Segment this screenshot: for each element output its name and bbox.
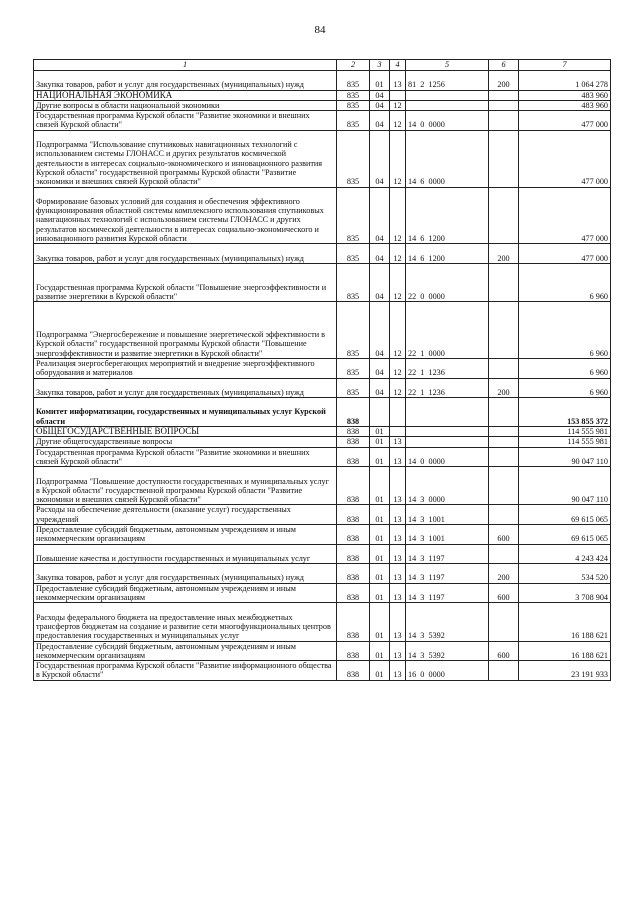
expense-name-cell: Комитет информатизации, государственных и муниципальных услуг Курской области <box>34 398 337 427</box>
table-row <box>34 505 611 525</box>
ministry-code-cell: 838 <box>337 505 370 525</box>
expense-name-cell: Закупка товаров, работ и услуг для государственных (муниципальных) нужд <box>34 71 337 91</box>
subsection-code-cell: 13 <box>390 71 406 91</box>
target-article-cell: 22 1 1236 <box>406 358 489 378</box>
section-code-cell: 04 <box>370 130 390 187</box>
expense-name-cell: Закупка товаров, работ и услуг для государственных (муниципальных) нужд <box>34 244 337 264</box>
expense-type-cell: 200 <box>489 71 519 91</box>
ministry-code-cell: 838 <box>337 583 370 603</box>
expense-type-cell: 600 <box>489 583 519 603</box>
target-article-cell <box>406 100 489 110</box>
ministry-code-cell: 838 <box>337 544 370 564</box>
ministry-code-cell: 835 <box>337 130 370 187</box>
subsection-code-cell: 12 <box>390 130 406 187</box>
section-code-cell: 01 <box>370 427 390 437</box>
expense-name-cell: Расходы федерального бюджета на предоставление иных межбюджетных трансфертов бюджетам на создание и развитие сети многофункциональных центров предоставления государственных и муниципальных услуг <box>34 603 337 641</box>
ministry-code-cell: 838 <box>337 661 370 681</box>
amount-cell: 90 047 110 <box>519 447 611 467</box>
table-row <box>34 100 611 110</box>
ministry-code-cell: 835 <box>337 90 370 100</box>
table-row <box>34 583 611 603</box>
section-code-cell: 01 <box>370 447 390 467</box>
target-article-cell: 14 3 1197 <box>406 564 489 584</box>
ministry-code-cell: 838 <box>337 437 370 447</box>
expense-name-cell: Государственная программа Курской области "Развитие экономики и внешних связей Курской области" <box>34 111 337 131</box>
table-row <box>34 378 611 398</box>
ministry-code-cell: 838 <box>337 447 370 467</box>
subsection-code-cell <box>390 427 406 437</box>
target-article-cell: 14 3 0000 <box>406 467 489 505</box>
ministry-code-cell: 838 <box>337 467 370 505</box>
amount-cell: 483 960 <box>519 90 611 100</box>
section-code-cell: 01 <box>370 641 390 661</box>
ministry-code-cell: 835 <box>337 378 370 398</box>
expense-type-cell <box>489 302 519 359</box>
expense-name-cell: Формирование базовых условий для создания и обеспечения эффективного функционирования областной системы комплексного использования спутниковых навигационных технологий с использованием системы ГЛОНАСС и других результатов космической деятельности в интересах социально-экономического и инновационного развития Курской области <box>34 187 337 244</box>
table-row <box>34 447 611 467</box>
target-article-cell: 14 6 1200 <box>406 244 489 264</box>
section-code-cell: 01 <box>370 564 390 584</box>
section-code-cell: 01 <box>370 505 390 525</box>
ministry-code-cell: 835 <box>337 302 370 359</box>
expense-name-cell: Подпрограмма "Повышение доступности государственных и муниципальных услуг в Курской области" государственной программы Курской области "Развитие экономики и внешних связей Курской области" <box>34 467 337 505</box>
expense-name-cell: Повышение качества и доступности государственных и муниципальных услуг <box>34 544 337 564</box>
table-row <box>34 427 611 437</box>
target-article-cell: 14 0 0000 <box>406 111 489 131</box>
target-article-cell: 22 1 0000 <box>406 302 489 359</box>
target-article-cell: 81 2 1256 <box>406 71 489 91</box>
table-body <box>34 71 611 681</box>
expense-type-cell <box>489 505 519 525</box>
ministry-code-cell: 835 <box>337 358 370 378</box>
subsection-code-cell: 13 <box>390 437 406 447</box>
section-code-cell: 01 <box>370 71 390 91</box>
subsection-code-cell: 13 <box>390 544 406 564</box>
table-row <box>34 244 611 264</box>
table-row <box>34 111 611 131</box>
expense-type-cell <box>489 100 519 110</box>
subsection-code-cell <box>390 398 406 427</box>
ministry-code-cell: 835 <box>337 71 370 91</box>
expense-type-cell: 200 <box>489 378 519 398</box>
ministry-code-cell: 835 <box>337 111 370 131</box>
budget-table <box>33 59 611 681</box>
ministry-code-cell: 838 <box>337 427 370 437</box>
section-code-cell <box>370 398 390 427</box>
page-number: 84 <box>314 24 326 36</box>
expense-name-cell: Государственная программа Курской области "Развитие информационного общества в Курской области" <box>34 661 337 681</box>
section-code-cell: 04 <box>370 302 390 359</box>
subsection-code-cell: 13 <box>390 661 406 681</box>
expense-name-cell: Подпрограмма "Использование спутниковых навигационных технологий с использованием системы ГЛОНАСС и других результатов космической деятельности в интересах социально-экономического и инновационного развития Курской области" государственной программы Курской области "Развитие экономики и внешних связей Курской области" <box>34 130 337 187</box>
section-code-cell: 04 <box>370 90 390 100</box>
subsection-code-cell: 12 <box>390 302 406 359</box>
amount-cell: 69 615 065 <box>519 525 611 545</box>
ministry-code-cell: 838 <box>337 564 370 584</box>
subsection-code-cell: 13 <box>390 641 406 661</box>
expense-type-cell <box>489 398 519 427</box>
target-article-cell: 14 3 1197 <box>406 583 489 603</box>
subsection-code-cell: 13 <box>390 467 406 505</box>
section-code-cell: 04 <box>370 378 390 398</box>
amount-cell: 16 188 621 <box>519 603 611 641</box>
target-article-cell: 14 3 1001 <box>406 505 489 525</box>
subsection-code-cell: 13 <box>390 583 406 603</box>
subsection-code-cell: 12 <box>390 244 406 264</box>
subsection-code-cell: 13 <box>390 447 406 467</box>
expense-name-cell: Реализация энергосберегающих мероприятий и внедрение энергоэффективного оборудования и материалов <box>34 358 337 378</box>
table-row <box>34 71 611 91</box>
target-article-cell: 22 1 1236 <box>406 378 489 398</box>
ministry-code-cell: 838 <box>337 603 370 641</box>
expense-type-cell <box>489 427 519 437</box>
ministry-code-cell: 835 <box>337 100 370 110</box>
ministry-code-cell: 835 <box>337 187 370 244</box>
section-code-cell: 04 <box>370 187 390 244</box>
section-code-cell: 04 <box>370 358 390 378</box>
ministry-code-cell: 838 <box>337 398 370 427</box>
expense-type-cell: 200 <box>489 244 519 264</box>
expense-type-cell: 200 <box>489 564 519 584</box>
amount-cell: 4 243 424 <box>519 544 611 564</box>
expense-name-cell: Государственная программа Курской области "Развитие экономики и внешних связей Курской области" <box>34 447 337 467</box>
ministry-code-cell: 835 <box>337 263 370 301</box>
table-row <box>34 302 611 359</box>
table-row <box>34 525 611 545</box>
subsection-code-cell: 12 <box>390 100 406 110</box>
section-code-cell: 04 <box>370 263 390 301</box>
ministry-code-cell: 838 <box>337 525 370 545</box>
target-article-cell: 14 3 5392 <box>406 641 489 661</box>
table-row <box>34 263 611 301</box>
expense-type-cell <box>489 603 519 641</box>
expense-type-cell <box>489 90 519 100</box>
expense-name-cell: Другие вопросы в области национальной экономики <box>34 100 337 110</box>
section-code-cell: 01 <box>370 661 390 681</box>
column-header: 5 <box>406 60 489 71</box>
table-row <box>34 661 611 681</box>
column-header: 6 <box>489 60 519 71</box>
expense-type-cell <box>489 130 519 187</box>
expense-type-cell: 600 <box>489 641 519 661</box>
amount-cell: 483 960 <box>519 100 611 110</box>
table-row <box>34 130 611 187</box>
section-code-cell: 01 <box>370 525 390 545</box>
section-code-cell: 01 <box>370 467 390 505</box>
amount-cell: 477 000 <box>519 187 611 244</box>
table-row <box>34 437 611 447</box>
amount-cell: 16 188 621 <box>519 641 611 661</box>
subsection-code-cell: 12 <box>390 378 406 398</box>
amount-cell: 23 191 933 <box>519 661 611 681</box>
expense-type-cell <box>489 358 519 378</box>
expense-name-cell: Государственная программа Курской области "Повышение энергоэффективности и развитие энергетики в Курской области" <box>34 263 337 301</box>
table-row <box>34 358 611 378</box>
expense-name-cell: Предоставление субсидий бюджетным, автономным учреждениям и иным некоммерческим организациям <box>34 583 337 603</box>
subsection-code-cell <box>390 90 406 100</box>
target-article-cell: 14 6 0000 <box>406 130 489 187</box>
expense-type-cell <box>489 544 519 564</box>
section-code-cell: 04 <box>370 100 390 110</box>
column-header: 2 <box>337 60 370 71</box>
column-header: 3 <box>370 60 390 71</box>
target-article-cell <box>406 90 489 100</box>
column-header: 1 <box>34 60 337 71</box>
amount-cell: 114 555 981 <box>519 437 611 447</box>
column-header: 4 <box>390 60 406 71</box>
subsection-code-cell: 13 <box>390 603 406 641</box>
target-article-cell <box>406 398 489 427</box>
subsection-code-cell: 13 <box>390 505 406 525</box>
expense-name-cell: Другие общегосударственные вопросы <box>34 437 337 447</box>
section-code-cell: 01 <box>370 544 390 564</box>
amount-cell: 534 520 <box>519 564 611 584</box>
target-article-cell: 14 3 5392 <box>406 603 489 641</box>
table-row <box>34 603 611 641</box>
subsection-code-cell: 12 <box>390 263 406 301</box>
subsection-code-cell: 13 <box>390 525 406 545</box>
ministry-code-cell: 835 <box>337 244 370 264</box>
column-header: 7 <box>519 60 611 71</box>
amount-cell: 69 615 065 <box>519 505 611 525</box>
target-article-cell <box>406 427 489 437</box>
table-header-row <box>34 60 611 71</box>
expense-type-cell: 600 <box>489 525 519 545</box>
subsection-code-cell: 13 <box>390 564 406 584</box>
section-code-cell: 04 <box>370 244 390 264</box>
target-article-cell: 14 3 1001 <box>406 525 489 545</box>
amount-cell: 153 855 372 <box>519 398 611 427</box>
section-code-cell: 01 <box>370 603 390 641</box>
expense-type-cell <box>489 111 519 131</box>
table-row <box>34 564 611 584</box>
section-code-cell: 01 <box>370 437 390 447</box>
expense-name-cell: Предоставление субсидий бюджетным, автономным учреждениям и иным некоммерческим организациям <box>34 525 337 545</box>
table-row <box>34 467 611 505</box>
target-article-cell: 16 0 0000 <box>406 661 489 681</box>
amount-cell: 114 555 981 <box>519 427 611 437</box>
amount-cell: 477 000 <box>519 244 611 264</box>
expense-type-cell <box>489 447 519 467</box>
section-code-cell: 04 <box>370 111 390 131</box>
expense-type-cell <box>489 437 519 447</box>
subsection-code-cell: 12 <box>390 187 406 244</box>
target-article-cell: 14 0 0000 <box>406 447 489 467</box>
expense-name-cell: НАЦИОНАЛЬНАЯ ЭКОНОМИКА <box>34 90 337 100</box>
expense-name-cell: Предоставление субсидий бюджетным, автономным учреждениям и иным некоммерческим организациям <box>34 641 337 661</box>
target-article-cell: 14 3 1197 <box>406 544 489 564</box>
target-article-cell <box>406 437 489 447</box>
expense-name-cell: Расходы на обеспечение деятельности (оказание услуг) государственных учреждений <box>34 505 337 525</box>
amount-cell: 6 960 <box>519 263 611 301</box>
target-article-cell: 14 6 1200 <box>406 187 489 244</box>
amount-cell: 3 708 904 <box>519 583 611 603</box>
expense-type-cell <box>489 187 519 244</box>
table-row <box>34 187 611 244</box>
table-row <box>34 90 611 100</box>
expense-type-cell <box>489 661 519 681</box>
amount-cell: 6 960 <box>519 358 611 378</box>
table-row <box>34 641 611 661</box>
expense-name-cell: ОБЩЕГОСУДАРСТВЕННЫЕ ВОПРОСЫ <box>34 427 337 437</box>
amount-cell: 477 000 <box>519 111 611 131</box>
expense-name-cell: Закупка товаров, работ и услуг для государственных (муниципальных) нужд <box>34 378 337 398</box>
table-row <box>34 398 611 427</box>
amount-cell: 90 047 110 <box>519 467 611 505</box>
target-article-cell: 22 0 0000 <box>406 263 489 301</box>
section-code-cell: 01 <box>370 583 390 603</box>
expense-name-cell: Закупка товаров, работ и услуг для государственных (муниципальных) нужд <box>34 564 337 584</box>
expense-type-cell <box>489 263 519 301</box>
amount-cell: 477 000 <box>519 130 611 187</box>
subsection-code-cell: 12 <box>390 111 406 131</box>
expense-name-cell: Подпрограмма "Энергосбережение и повышение энергетической эффективности в Курской области" государственной программы Курской области "Повышение энергоэффективности и развитие энергетики в Курской области" <box>34 302 337 359</box>
ministry-code-cell: 838 <box>337 641 370 661</box>
amount-cell: 1 064 278 <box>519 71 611 91</box>
subsection-code-cell: 12 <box>390 358 406 378</box>
table-row <box>34 544 611 564</box>
expense-type-cell <box>489 467 519 505</box>
amount-cell: 6 960 <box>519 302 611 359</box>
amount-cell: 6 960 <box>519 378 611 398</box>
